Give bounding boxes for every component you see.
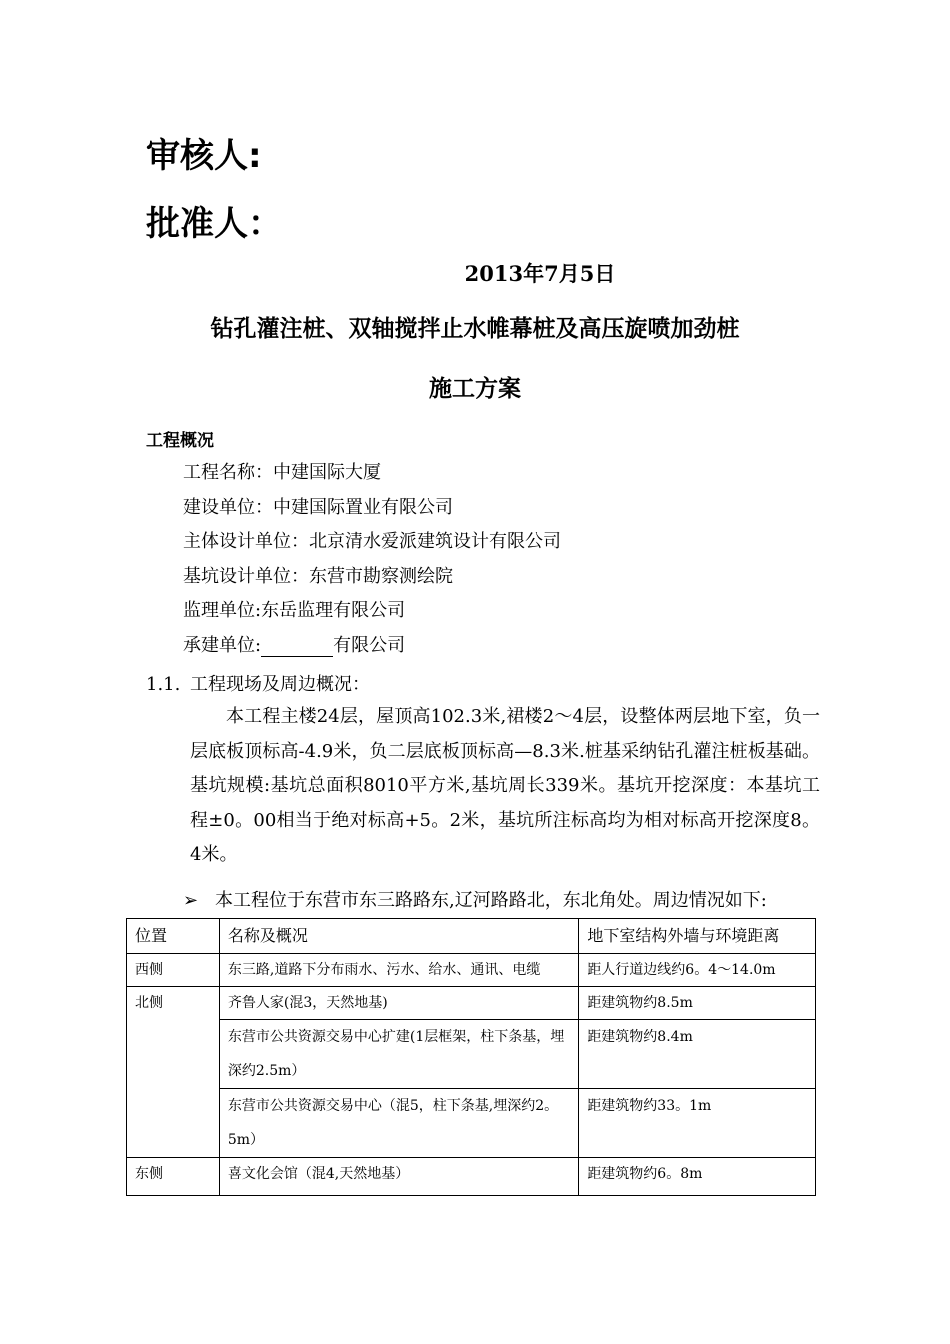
table-header-row [127,919,816,954]
document-date: 2013年7月5日 [464,261,616,286]
subsection-heading [146,670,370,696]
contractor-unit [183,631,405,657]
table-header-cell: 名称及概况 [219,919,578,954]
table-cell-name: 东营市公共资源交易中心扩建(1层框架，柱下条基，埋深约2.5m） [219,1020,578,1089]
pit-design-unit: 基坑设计单位：东营市勘察测绘院 [183,566,453,587]
table-cell-distance: 距人行道边线约6。4～14.0m [579,954,816,987]
surroundings-bullet [183,886,767,912]
table-cell-distance: 距建筑物约8.5m [579,987,816,1020]
approver-signature-label: 批准人： [146,204,282,244]
table-cell-name: 东营市公共资源交易中心（混5，柱下条基,埋深约2。5m） [219,1089,578,1158]
document-title-line2: 施工方案 [429,376,521,402]
table-row [127,954,816,987]
table-cell-distance: 距建筑物约33。1m [579,1089,816,1158]
table-cell-position: 北侧 [127,987,220,1158]
table-row [127,1020,816,1089]
table-header-cell: 位置 [127,919,220,954]
table-cell-position: 东侧 [127,1158,220,1196]
contractor-blank [261,638,333,657]
surroundings-text: 本工程位于东营市东三路路东,辽河路路北，东北角处。周边情况如下: [215,890,767,911]
table-row [127,987,816,1020]
table-cell-distance: 距建筑物约8.4m [579,1020,816,1089]
supervision-unit: 监理单位:东岳监理有限公司 [183,600,406,621]
table-cell-name: 齐鲁人家(混3，天然地基) [219,987,578,1020]
site-paragraph: 本工程主楼24层，屋顶高102.3米,裙楼2～4层，设整体两层地下室，负一层底板顶标高-4.9米，负二层底板顶标高—8.3米.桩基采纳钻孔灌注桩板基础。基坑规模:基坑总面积8010平方米,基坑周长339米。基坑开挖深度：本基坑工程±0。00相当于绝对标高+5。2米，基坑所注标高均为相对标高开挖深度8。4米。 [190,706,820,865]
subsection-title: 工程现场及周边概况： [190,674,370,695]
reviewer-signature-label: 审核人: [146,136,262,176]
table-row [127,1158,816,1196]
contractor-suffix: 有限公司 [333,635,406,656]
contractor-label: 承建单位: [183,635,262,656]
table-cell-position: 西侧 [127,954,220,987]
table-cell-name: 喜文化会馆（混4,天然地基） [219,1158,578,1196]
table-row [127,1089,816,1158]
surroundings-table [126,918,816,1196]
construction-unit: 建设单位：中建国际置业有限公司 [183,497,453,518]
table-cell-distance: 距建筑物约6。8m [579,1158,816,1196]
main-design-unit: 主体设计单位：北京清水爱派建筑设计有限公司 [183,531,561,552]
subsection-number: 1.1. [146,674,181,695]
table-header-cell: 地下室结构外墙与环境距离 [579,919,816,954]
section-heading-overview: 工程概况 [146,431,214,451]
bullet-arrow-icon: ➢ [183,890,199,911]
document-title-line1: 钻孔灌注桩、双轴搅拌止水帷幕桩及高压旋喷加劲桩 [210,316,740,342]
table-cell-name: 东三路,道路下分布雨水、污水、给水、通讯、电缆 [219,954,578,987]
project-name: 工程名称：中建国际大厦 [183,462,381,483]
